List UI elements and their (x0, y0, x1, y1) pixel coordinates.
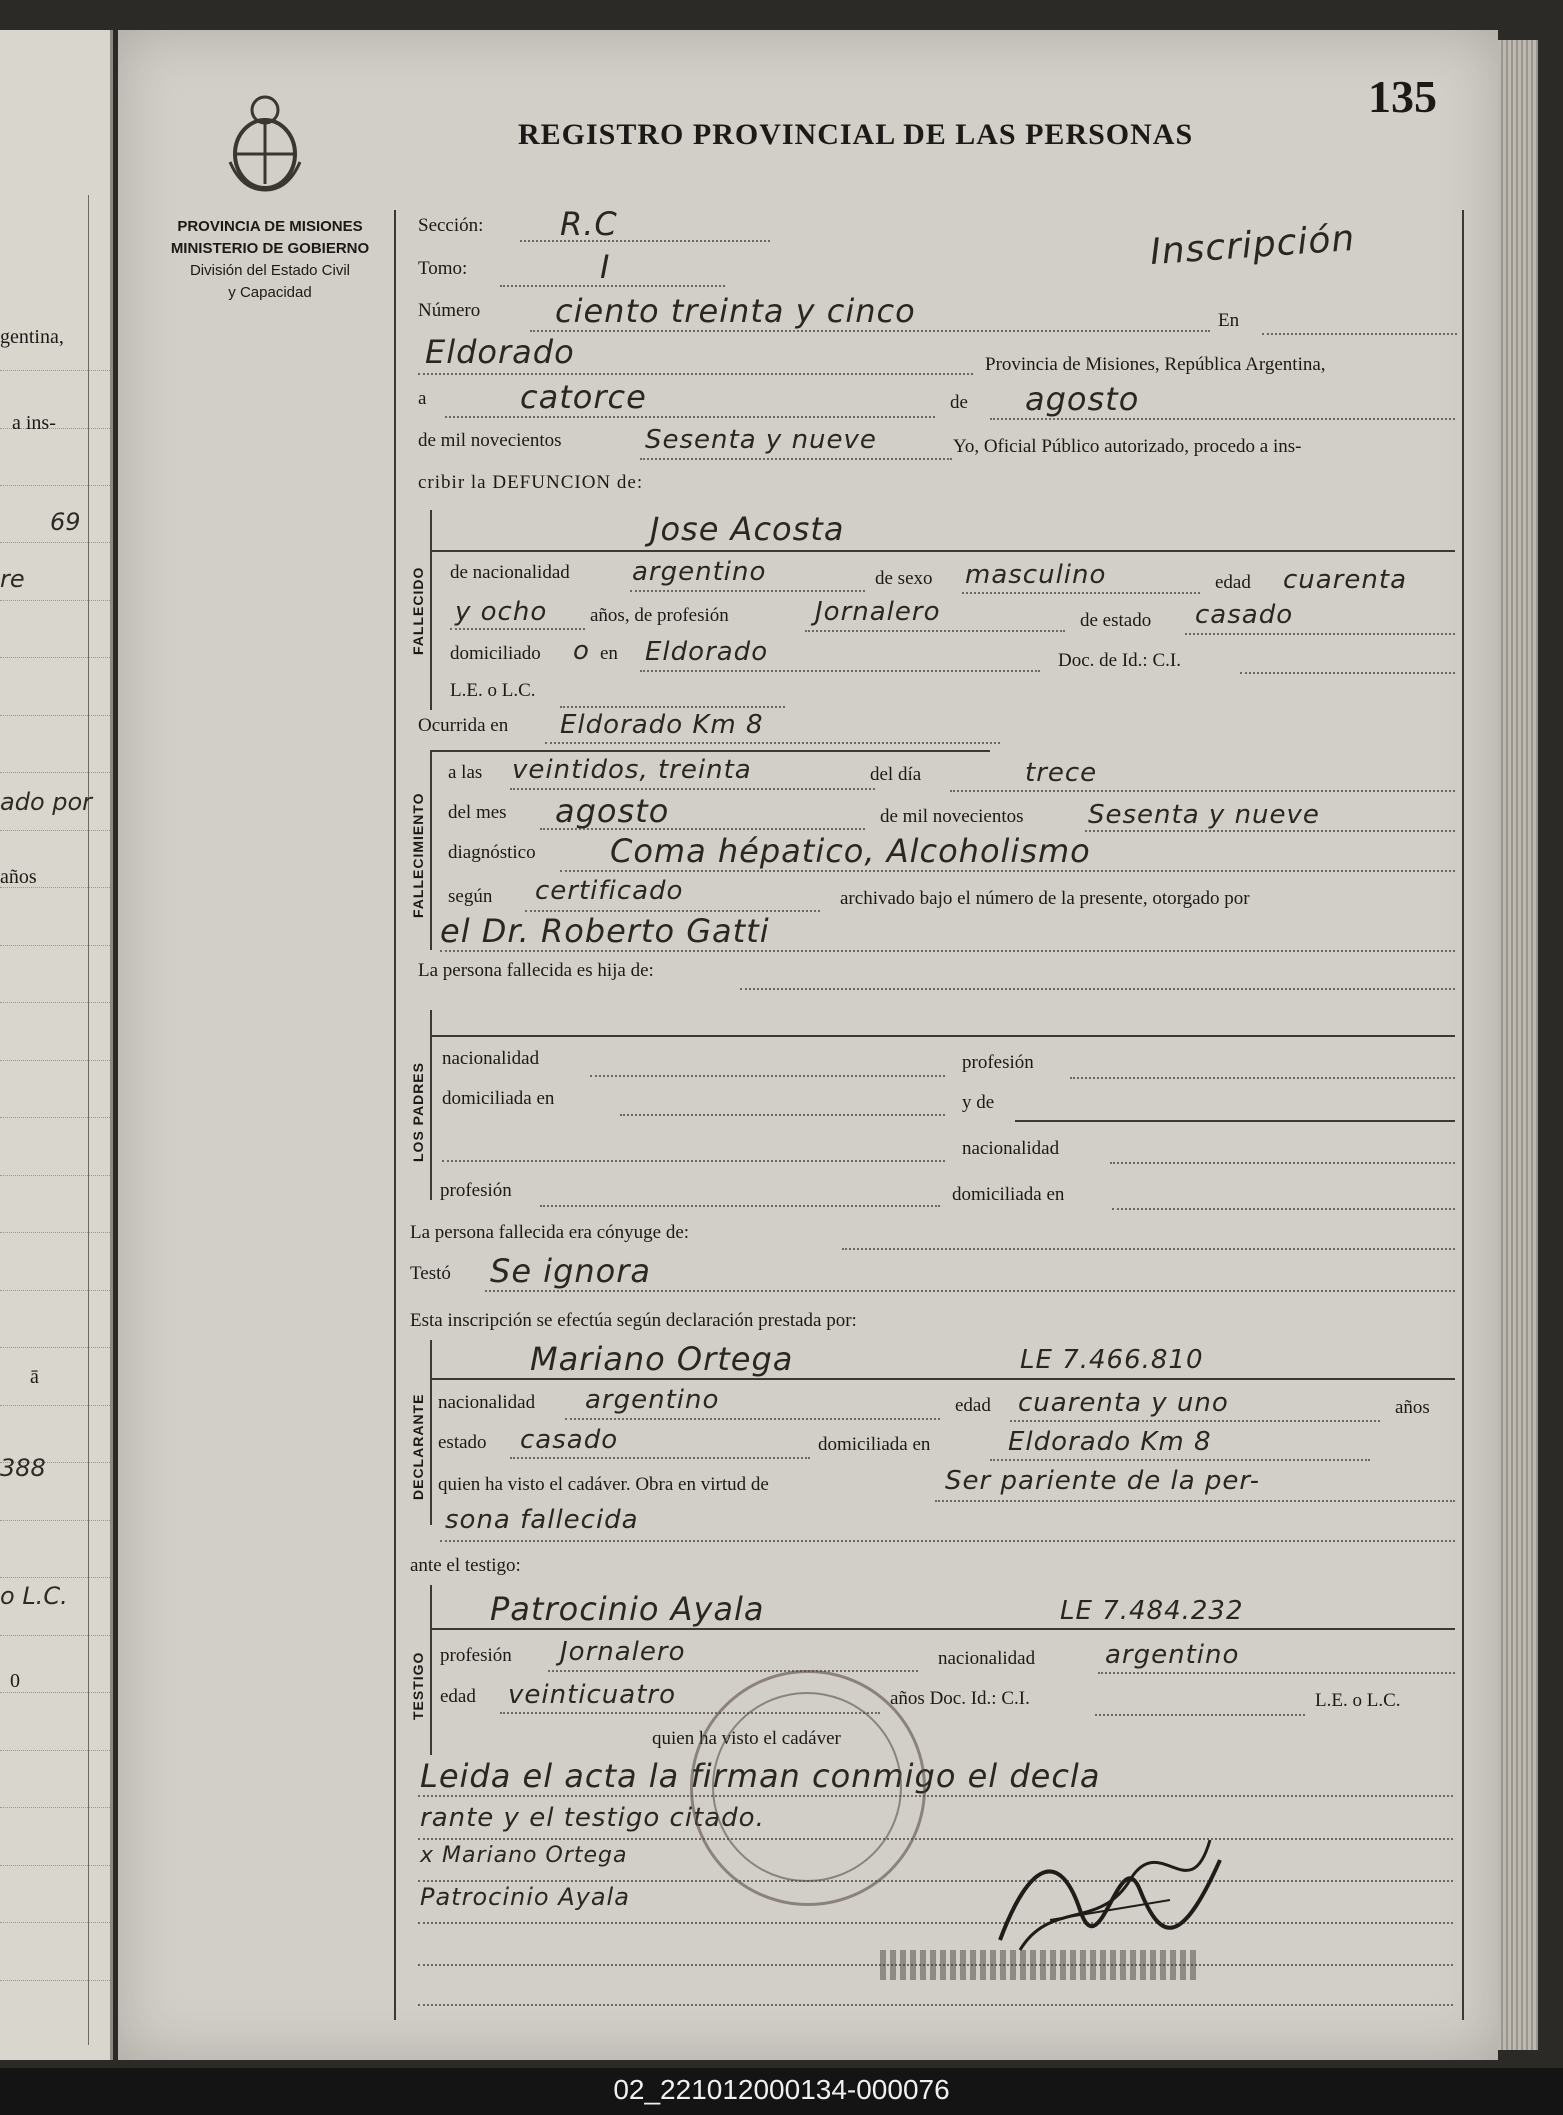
padres-side-label: LOS PADRES (410, 1062, 426, 1162)
day-value: catorce (520, 378, 647, 416)
closing-line-1: Leida el acta la firman conmigo el decla (420, 1757, 1101, 1795)
page-number: 135 (1368, 71, 1437, 122)
testigo-profesion-label: profesión (440, 1645, 512, 1666)
declarante-motivo-cont: sona fallecida (445, 1505, 639, 1535)
conyuge-label: La persona fallecida era cónyuge de: (410, 1222, 690, 1243)
nacionalidad-value: argentino (632, 557, 767, 587)
official-stamp-inner (712, 1692, 902, 1882)
declarante-side-label: DECLARANTE (410, 1393, 426, 1500)
declarante-estado: casado (520, 1425, 619, 1455)
declarante-doc: LE 7.466.810 (1020, 1345, 1204, 1375)
left-page (0, 30, 113, 2060)
anio-value: Sesenta y nueve (1088, 800, 1320, 830)
ocurrida-value: Eldorado Km 8 (560, 710, 764, 740)
tomo-value: I (600, 248, 611, 286)
medico-value: el Dr. Roberto Gatti (440, 912, 770, 950)
declarante-visto-text: quien ha visto el cadáver. Obra en virtud de (438, 1474, 769, 1495)
archivado-text: archivado bajo el número de la presente, otorgado por (840, 888, 1250, 909)
numero-value: ciento treinta y cinco (555, 292, 916, 330)
left-fragment: ado por (0, 788, 93, 816)
a-las-label: a las (448, 762, 483, 783)
padre-profesion-label: profesión (962, 1052, 1034, 1073)
testigo-name: Patrocinio Ayala (490, 1590, 765, 1628)
testigo-nacionalidad-label: nacionalidad (938, 1648, 1036, 1669)
declarante-edad: cuarenta y uno (1018, 1388, 1229, 1418)
page-left-rule (394, 210, 396, 2020)
declaracion-text: Esta inscripción se efectúa según declaración prestada por: (410, 1310, 857, 1331)
page-stack-edge (1498, 40, 1538, 2050)
anio-label: de mil novecientos (880, 806, 1024, 827)
estado-label: de estado (1080, 610, 1152, 631)
left-fragment: a ins- (12, 412, 56, 434)
testigo-edad: veinticuatro (508, 1680, 676, 1710)
padres-bracket (430, 1010, 432, 1200)
testigo-nacionalidad: argentino (1105, 1640, 1240, 1670)
seccion-value: R.C (560, 205, 618, 243)
dia-value: trece (1025, 758, 1098, 788)
province-line: PROVINCIA DE MISIONES (177, 218, 363, 235)
doc-label: Doc. de Id.: C.I. (1058, 650, 1181, 671)
del-dia-label: del día (870, 764, 922, 785)
madre-profesion-label: profesión (440, 1180, 512, 1201)
profesion-label: años, de profesión (590, 605, 729, 626)
left-fragment: 388 (0, 1454, 46, 1482)
a-label: a (418, 388, 427, 409)
del-mes-label: del mes (448, 802, 507, 823)
official-name-stamp (880, 1950, 1200, 1980)
fallecido-bracket (430, 510, 432, 710)
declarante-nacionalidad: argentino (585, 1385, 720, 1415)
mes-value: agosto (555, 792, 670, 830)
left-page-margin-line (88, 195, 89, 2045)
estado-value: casado (1195, 600, 1294, 630)
inscribir-text: cribir la DEFUNCION de: (418, 472, 644, 493)
province-header (150, 216, 390, 304)
padre-nacionalidad-label: nacionalidad (442, 1048, 540, 1069)
testigo-bracket (430, 1585, 432, 1755)
month-value: agosto (1025, 380, 1140, 418)
domiciliado-label: domiciliado (450, 643, 541, 664)
testigo-doc-label: años Doc. Id.: C.I. (890, 1688, 1030, 1709)
hora-value: veintidos, treinta (512, 755, 752, 785)
page-title: REGISTRO PROVINCIAL DE LAS PERSONAS (518, 118, 1194, 151)
padres-intro: La persona fallecida es hija de: (418, 960, 654, 981)
left-fragment: ā (30, 1366, 39, 1388)
official-signature (990, 1820, 1230, 1970)
provincia-text: Provincia de Misiones, República Argentina, (985, 354, 1326, 375)
year-value: Sesenta y nueve (645, 425, 877, 455)
en-label: En (1218, 310, 1240, 331)
numero-label: Número (418, 300, 481, 321)
ministry-line: MINISTERIO DE GOBIERNO (170, 240, 370, 257)
madre-domiciliada-label: domiciliada en (952, 1184, 1065, 1205)
domicilio-value: Eldorado (645, 637, 769, 667)
declarante-bracket (430, 1340, 432, 1525)
left-fragment: o L.C. (0, 1582, 68, 1610)
declarante-domicilio: Eldorado Km 8 (1008, 1427, 1212, 1457)
testo-label: Testó (410, 1263, 451, 1284)
testigo-profesion: Jornalero (560, 1637, 686, 1667)
ocurrida-label: Ocurrida en (418, 715, 509, 736)
deceased-name: Jose Acosta (650, 510, 845, 548)
testigo-side-label: TESTIGO (410, 1651, 426, 1720)
diagnostico-label: diagnóstico (448, 842, 536, 863)
coat-of-arms-icon (222, 92, 308, 192)
top-signature: Inscripción (1148, 217, 1357, 274)
footer-id: 02_221012000134-000076 (613, 2074, 950, 2105)
y-de-label: y de (962, 1092, 995, 1113)
profesion-value: Jornalero (815, 597, 941, 627)
division-line-2: y Capacidad (228, 284, 312, 301)
closing-line-2: rante y el testigo citado. (420, 1803, 765, 1833)
edad-label: edad (1215, 572, 1251, 593)
nacionalidad-label: de nacionalidad (450, 562, 570, 583)
page-right-rule (1462, 210, 1464, 2020)
left-fragment: 69 (50, 508, 81, 536)
place-value: Eldorado (425, 333, 575, 371)
left-fragment: 0 (10, 1670, 20, 1692)
testigo-visto-text: quien ha visto el cadáver (652, 1728, 841, 1749)
tomo-label: Tomo: (418, 258, 468, 279)
testigo-doc: LE 7.484.232 (1060, 1596, 1244, 1626)
declarante-nacionalidad-label: nacionalidad (438, 1392, 536, 1413)
declarante-anos-label: años (1395, 1397, 1430, 1418)
testigo-intro: ante el testigo: (410, 1555, 521, 1576)
padre-domiciliada-label: domiciliada en (442, 1088, 555, 1109)
testigo-le-label: L.E. o L.C. (1315, 1690, 1401, 1711)
fallecido-side-label: FALLECIDO (410, 566, 426, 655)
declarante-signature: x Mariano Ortega (420, 1843, 628, 1868)
left-fragment: años (0, 866, 37, 888)
division-line: División del Estado Civil (189, 262, 351, 279)
declarante-domiciliada-label: domiciliada en (818, 1434, 931, 1455)
le-lc-label: L.E. o L.C. (450, 680, 536, 701)
sexo-label: de sexo (875, 568, 933, 589)
segun-label: según (448, 886, 493, 907)
de-label: de (950, 392, 968, 413)
edad-value: cuarenta (1283, 565, 1407, 595)
declarante-name: Mariano Ortega (530, 1340, 794, 1378)
left-fragment: re (0, 565, 25, 593)
declarante-motivo: Ser pariente de la per- (945, 1466, 1261, 1496)
declarante-edad-label: edad (955, 1395, 991, 1416)
oficial-text: Yo, Oficial Público autorizado, procedo a ins- (953, 436, 1302, 457)
declarante-estado-label: estado (438, 1432, 487, 1453)
domiciliado-mark: o (573, 636, 590, 666)
segun-value: certificado (535, 876, 684, 906)
seccion-label: Sección: (418, 215, 484, 236)
fallecimiento-side-label: FALLECIMIENTO (410, 792, 426, 918)
testigo-edad-label: edad (440, 1686, 476, 1707)
testigo-signature: Patrocinio Ayala (420, 1883, 630, 1911)
edad-value-cont: y ocho (455, 597, 548, 627)
testo-value: Se ignora (490, 1252, 651, 1290)
fallecimiento-bracket (430, 750, 432, 950)
domicilio-en-label: en (600, 643, 618, 664)
sexo-value: masculino (965, 560, 1107, 590)
diagnostico-value: Coma hépatico, Alcoholismo (610, 832, 1091, 870)
madre-nacionalidad-label: nacionalidad (962, 1138, 1060, 1159)
year-prefix: de mil novecientos (418, 430, 562, 451)
left-fragment: gentina, (0, 326, 64, 348)
